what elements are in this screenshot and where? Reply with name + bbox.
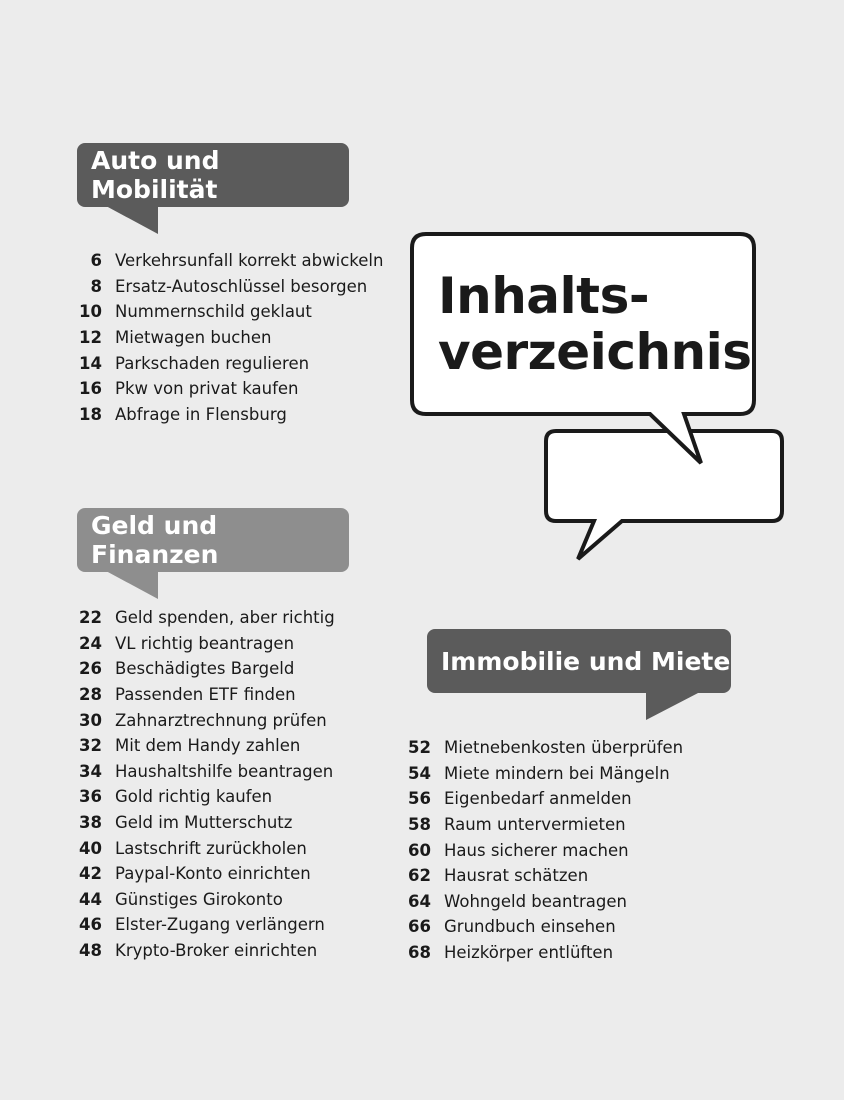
- back-speech-bubble: [546, 431, 782, 559]
- toc-entry[interactable]: [405, 735, 683, 761]
- toc-entry-page-number: 10: [79, 302, 102, 322]
- toc-entry-page-number: 56: [408, 789, 431, 809]
- toc-list-auto: [76, 248, 383, 427]
- toc-entry[interactable]: [405, 786, 683, 812]
- toc-entry-title: Wohngeld beantragen: [444, 891, 627, 911]
- toc-entry-title: Miete mindern bei Mängeln: [444, 763, 670, 783]
- toc-entry-page-number: 22: [79, 608, 102, 628]
- toc-entry[interactable]: [405, 914, 683, 940]
- toc-entry[interactable]: [76, 759, 335, 785]
- section-heading-geld-label: Geld und Finanzen: [91, 511, 219, 569]
- toc-entry-title: Haus sicherer machen: [444, 840, 629, 860]
- toc-entry-page-number: 34: [79, 761, 102, 781]
- toc-entry-title: Günstiges Girokonto: [115, 889, 283, 909]
- toc-entry[interactable]: [76, 299, 383, 325]
- toc-entry-page-number: 64: [408, 891, 431, 911]
- toc-entry-title: Zahnarztrechnung prüfen: [115, 710, 327, 730]
- toc-entry-page-number: 40: [79, 838, 102, 858]
- toc-entry[interactable]: [76, 887, 335, 913]
- toc-entry-title: Abfrage in Flensburg: [115, 404, 287, 424]
- toc-entry[interactable]: [76, 784, 335, 810]
- toc-list-immo: [405, 735, 683, 965]
- toc-entry-title: Haushaltshilfe beantragen: [115, 761, 334, 781]
- toc-entry-title: Beschädigtes Bargeld: [115, 659, 295, 679]
- toc-entry[interactable]: [76, 402, 383, 428]
- toc-entry-title: Pkw von privat kaufen: [115, 379, 299, 399]
- toc-entry-page-number: 66: [408, 917, 431, 937]
- section-heading-auto-label: Auto und Mobilität: [91, 146, 220, 204]
- toc-entry[interactable]: [76, 631, 335, 657]
- toc-entry-page-number: 62: [408, 866, 431, 886]
- toc-entry[interactable]: [405, 812, 683, 838]
- toc-entry-title: Geld spenden, aber richtig: [115, 608, 335, 628]
- toc-entry-title: Eigenbedarf anmelden: [444, 789, 632, 809]
- toc-entry[interactable]: [405, 940, 683, 966]
- toc-entry-title: Mietwagen buchen: [115, 328, 272, 348]
- section-heading-geld-tail: [106, 571, 158, 599]
- toc-entry[interactable]: [76, 274, 383, 300]
- section-heading-immo-tail: [646, 692, 700, 720]
- toc-entry-title: VL richtig beantragen: [115, 633, 295, 653]
- toc-entry-page-number: 16: [79, 379, 102, 399]
- toc-entry[interactable]: [76, 707, 335, 733]
- toc-entry-title: Raum untervermieten: [444, 815, 626, 835]
- toc-entry[interactable]: [76, 810, 335, 836]
- page-title: [438, 268, 752, 380]
- toc-entry-title: Elster-Zugang verlängern: [115, 915, 325, 935]
- section-heading-auto-tail: [106, 206, 158, 234]
- section-heading-immo-label: Immobilie und Miete: [441, 646, 731, 676]
- toc-entry[interactable]: [405, 761, 683, 787]
- page-title-line-2: verzeichnis: [438, 323, 752, 381]
- toc-entry[interactable]: [76, 733, 335, 759]
- toc-entry-page-number: 48: [79, 941, 102, 961]
- page-title-line-1: Inhalts-: [438, 267, 650, 325]
- toc-list-geld: [76, 605, 335, 963]
- toc-entry-title: Mit dem Handy zahlen: [115, 736, 301, 756]
- toc-entry-title: Geld im Mutterschutz: [115, 813, 293, 833]
- toc-entry[interactable]: [76, 325, 383, 351]
- toc-entry[interactable]: [76, 248, 383, 274]
- toc-entry-page-number: 42: [79, 864, 102, 884]
- toc-entry-title: Heizkörper entlüften: [444, 943, 614, 963]
- toc-entry-page-number: 24: [79, 633, 102, 653]
- toc-entry-page-number: 18: [79, 404, 102, 424]
- toc-entry[interactable]: [76, 835, 335, 861]
- toc-entry-page-number: 44: [79, 889, 102, 909]
- toc-entry[interactable]: [405, 889, 683, 915]
- toc-entry-title: Gold richtig kaufen: [115, 787, 273, 807]
- toc-entry[interactable]: [405, 837, 683, 863]
- toc-entry-title: Ersatz-Autoschlüssel besorgen: [115, 276, 368, 296]
- toc-entry-title: Krypto-Broker einrichten: [115, 941, 318, 961]
- section-heading-immo: [427, 629, 731, 693]
- toc-entry-page-number: 60: [408, 840, 431, 860]
- toc-entry[interactable]: [76, 656, 335, 682]
- toc-entry-page-number: 58: [408, 815, 431, 835]
- toc-entry-title: Passenden ETF finden: [115, 685, 296, 705]
- toc-entry-page-number: 46: [79, 915, 102, 935]
- toc-entry-title: Mietnebenkosten überprüfen: [444, 738, 684, 758]
- section-heading-auto: [77, 143, 349, 207]
- toc-entry-page-number: 38: [79, 813, 102, 833]
- toc-entry-page-number: 36: [79, 787, 102, 807]
- section-heading-geld: [77, 508, 349, 572]
- toc-entry-title: Hausrat schätzen: [444, 866, 589, 886]
- toc-entry-page-number: 28: [79, 685, 102, 705]
- toc-entry-page-number: 6: [90, 251, 102, 271]
- toc-entry-title: Parkschaden regulieren: [115, 353, 310, 373]
- toc-entry-title: Paypal-Konto einrichten: [115, 864, 311, 884]
- toc-entry-title: Lastschrift zurückholen: [115, 838, 307, 858]
- toc-entry[interactable]: [76, 861, 335, 887]
- toc-entry-page-number: 8: [90, 276, 102, 296]
- toc-entry-title: Grundbuch einsehen: [444, 917, 616, 937]
- toc-entry[interactable]: [76, 376, 383, 402]
- toc-entry-title: Verkehrsunfall korrekt abwickeln: [115, 251, 384, 271]
- toc-entry[interactable]: [76, 605, 335, 631]
- toc-entry[interactable]: [76, 682, 335, 708]
- toc-entry[interactable]: [76, 350, 383, 376]
- toc-entry[interactable]: [405, 863, 683, 889]
- toc-entry-page-number: 30: [79, 710, 102, 730]
- toc-entry-page-number: 52: [408, 738, 431, 758]
- toc-entry-page-number: 32: [79, 736, 102, 756]
- toc-entry-page-number: 68: [408, 943, 431, 963]
- toc-entry-title: Nummernschild geklaut: [115, 302, 312, 322]
- toc-entry-page-number: 14: [79, 353, 102, 373]
- toc-entry-page-number: 54: [408, 763, 431, 783]
- toc-entry[interactable]: [76, 912, 335, 938]
- toc-entry-page-number: 26: [79, 659, 102, 679]
- toc-entry-page-number: 12: [79, 328, 102, 348]
- toc-entry[interactable]: [76, 938, 335, 964]
